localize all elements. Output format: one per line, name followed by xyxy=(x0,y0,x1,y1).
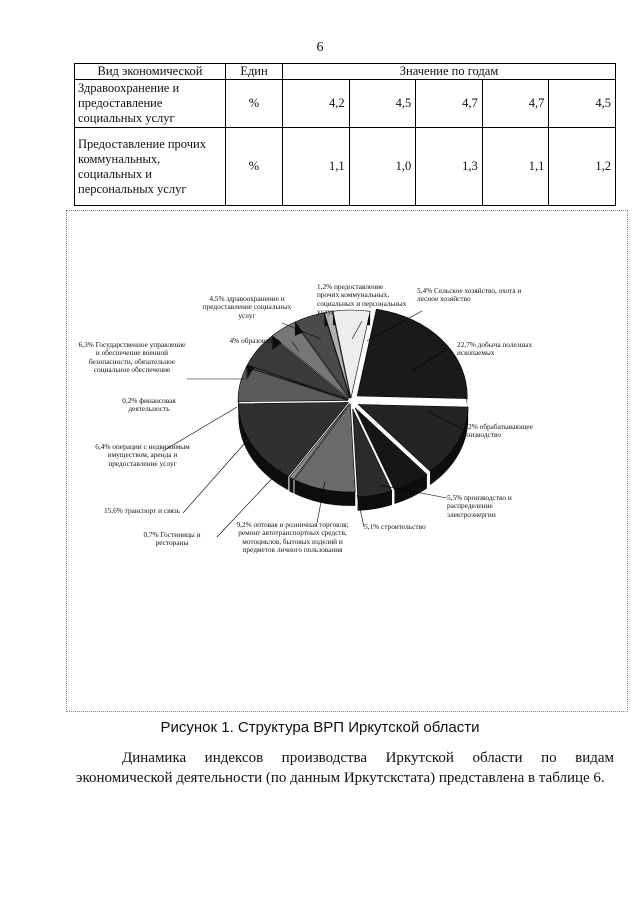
pie-slice-label: 4,5% здравоохранение и предоставление социальных услуг xyxy=(202,294,292,320)
pie-slice-label: 5,5% производство и распределение электроэнергии xyxy=(447,493,512,519)
row-value: 4,2 xyxy=(283,80,350,128)
pie-slice-label: 15,6% транспорт и связь xyxy=(104,506,180,515)
table-row xyxy=(75,80,616,128)
pie-slice-label: 5,1% строительство xyxy=(364,522,426,531)
pie-slice-label: 0,2% финансовая деятельность xyxy=(122,396,176,414)
row-name: Здравоохранение и предоставление социальных услуг xyxy=(75,80,226,128)
pie-slice-side xyxy=(289,477,293,493)
pie-slice-label: 22,7% добыча полезных ископаемых xyxy=(457,340,533,358)
pie-slice-label: 4% образование xyxy=(229,336,280,345)
pie-slice-label: 0,7% Гостиницы и рестораны xyxy=(143,530,201,548)
row-value: 1,3 xyxy=(416,128,483,206)
row-unit: % xyxy=(226,128,283,206)
pie-slice xyxy=(357,309,467,398)
row-value: 1,2 xyxy=(549,128,616,206)
row-value: 1,0 xyxy=(349,128,416,206)
header-years: Значение по годам xyxy=(283,64,616,80)
pie-slice-side xyxy=(246,366,247,381)
row-value: 4,7 xyxy=(416,80,483,128)
row-value: 4,7 xyxy=(482,80,549,128)
row-name: Предоставление прочих коммунальных, социальных и персональных услуг xyxy=(75,128,226,206)
pie-slice-label: 6,4% операции с недвижимым имуществом, аренда и предоставление услуг xyxy=(95,442,190,468)
pie-slice-label: 9,2% оптовая и розничная торговля; ремонт автотранспортных средств, мотоциклов, бытовых изделий и предметов личного пользования xyxy=(236,520,349,555)
pie-slice-label: 5,4% Сельское хозяйство, охота и лесное хозяйство xyxy=(417,286,522,304)
row-value: 1,1 xyxy=(482,128,549,206)
row-unit: % xyxy=(226,80,283,128)
data-table xyxy=(74,63,616,206)
body-paragraph: Динамика индексов производства Иркутской области по видам экономической деятельности (по данным Иркутскстата) представлена в таблице 6. xyxy=(76,750,614,786)
leader-line xyxy=(183,443,245,513)
row-value: 4,5 xyxy=(349,80,416,128)
pie-slice-label: 1,2% предоставление прочих коммунальных, социальных и персональных услуг xyxy=(317,282,407,317)
page-number: 6 xyxy=(316,40,324,55)
table-row xyxy=(75,128,616,206)
table-header-row xyxy=(75,64,616,80)
figure-caption: Рисунок 1. Структура ВРП Иркутской области xyxy=(160,719,480,736)
header-unit: Един xyxy=(226,64,283,80)
pie-slice-label: 6,3% Государственное управление и обеспечение военной безопасности, обязательное социальное обеспечение xyxy=(78,340,186,375)
header-activity: Вид экономической xyxy=(75,64,226,80)
row-value: 1,1 xyxy=(283,128,350,206)
chart-frame xyxy=(66,210,628,712)
pie-slice-label: 13,2% обрабатывающее производство xyxy=(459,422,533,440)
row-value: 4,5 xyxy=(549,80,616,128)
